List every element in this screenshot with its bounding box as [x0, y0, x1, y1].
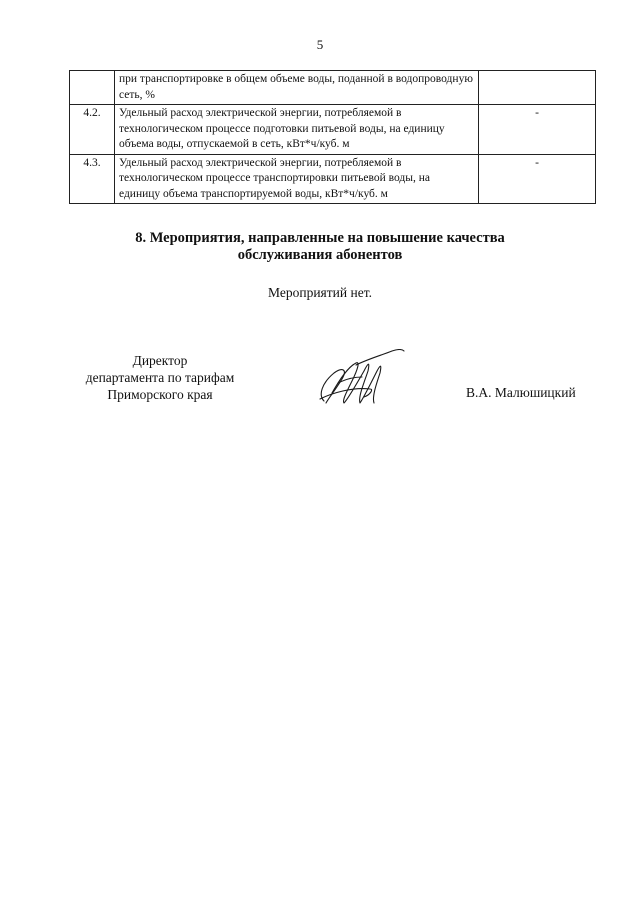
signer-title [60, 352, 260, 403]
signer-title-line: Приморского края [107, 387, 213, 402]
handwritten-signature [312, 349, 407, 407]
table-row [70, 154, 596, 204]
page-number: 5 [316, 37, 324, 52]
section-heading-line: обслуживания абонентов [237, 247, 403, 263]
row-value: - [479, 105, 596, 155]
row-number: 4.3. [70, 154, 115, 204]
table-row [70, 105, 596, 155]
section-body: Мероприятий нет. [268, 285, 372, 300]
indicators-table [69, 70, 596, 204]
row-value: - [479, 154, 596, 204]
row-description: Удельный расход электрической энергии, потребляемой в технологическом процессе подготовки питьевой воды, на единицу объема воды, отпускаемой в сеть, кВт*ч/куб. м [115, 105, 479, 155]
row-description: при транспортировке в общем объеме воды, поданной в водопроводную сеть, % [115, 71, 479, 105]
row-number [70, 71, 115, 105]
section-heading [0, 230, 640, 264]
row-description: Удельный расход электрической энергии, потребляемой в технологическом процессе транспортировки питьевой воды, на единицу объема транспортируемой воды, кВт*ч/куб. м [115, 154, 479, 204]
table-row [70, 71, 596, 105]
signer-title-line: Директор [132, 353, 188, 368]
signer-title-line: департамента по тарифам [85, 370, 235, 385]
row-number: 4.2. [70, 105, 115, 155]
signer-name: В.А. Малюшицкий [466, 385, 576, 400]
row-value [479, 71, 596, 105]
section-heading-line: 8. Мероприятия, направленные на повышение качества [135, 230, 505, 246]
